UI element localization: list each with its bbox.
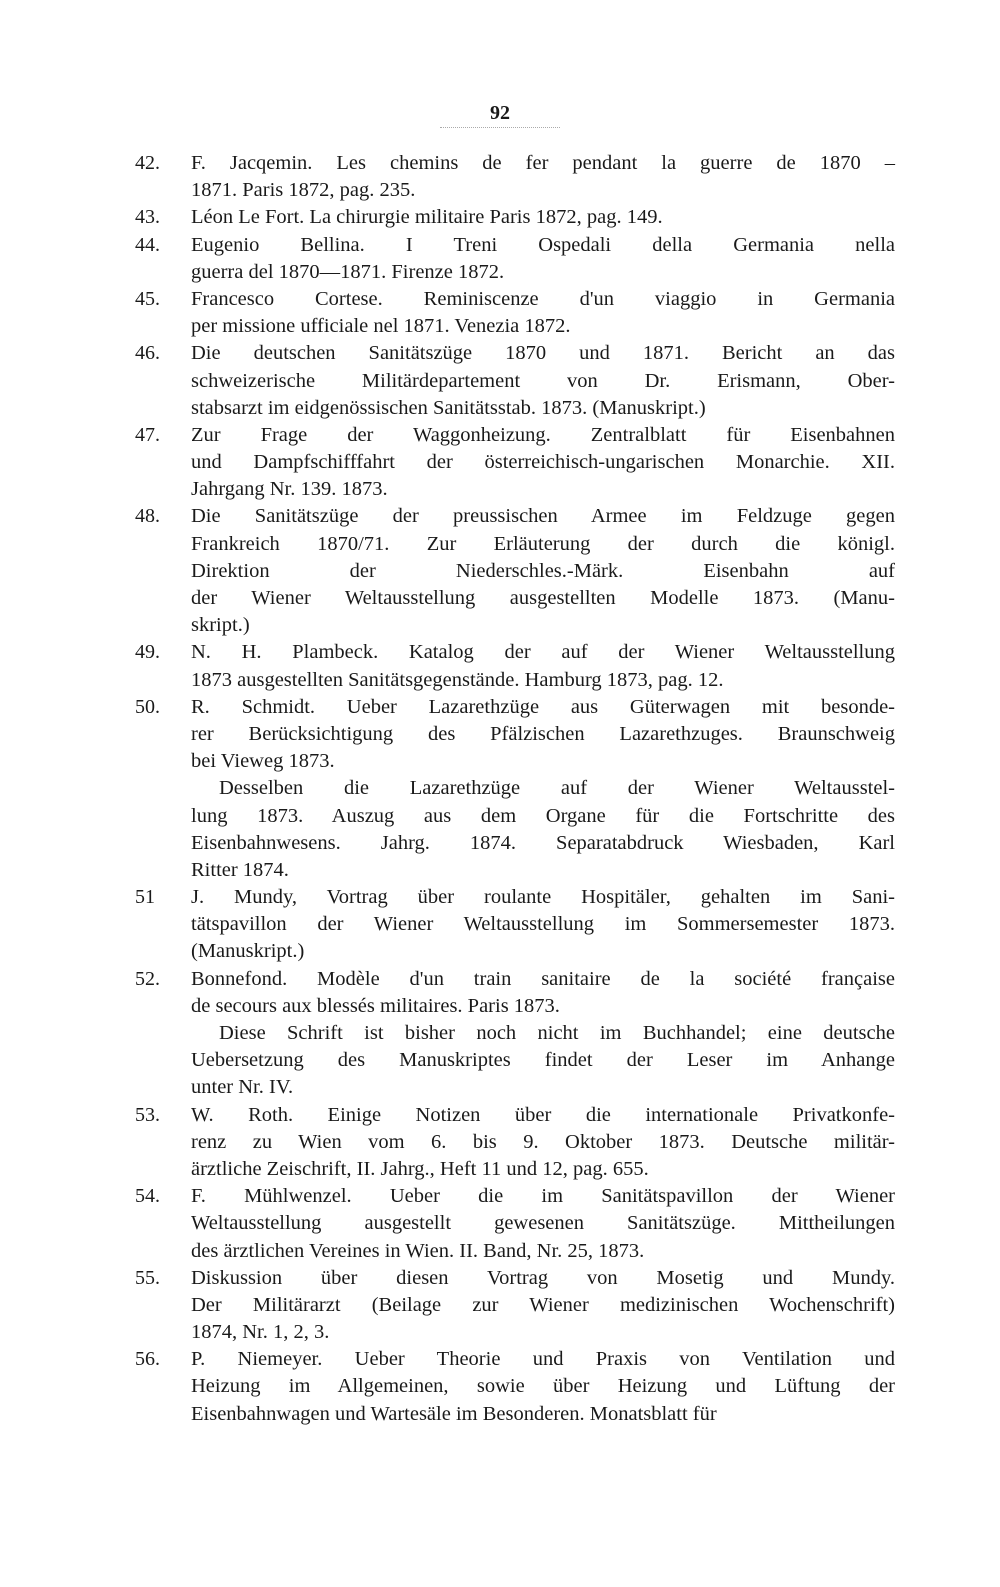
entry-text-line: Bonnefond. Modèle d'un train sanitaire de la société française [191,967,895,990]
bibliography-entry [135,503,895,639]
bibliography-entry [135,884,895,966]
bibliography-entry [135,694,895,884]
bibliography-entry [135,1265,895,1347]
entry-text-line: renz zu Wien vom 6. bis 9. Oktober 1873. Deutsche militär- [191,1130,895,1153]
entry-text-line: (Manuskript.) [191,940,305,963]
entry-text-line: Zur Frage der Waggonheizung. Zentralblatt für Eisenbahnen [191,423,895,446]
entry-number: 45. [135,287,160,310]
bibliography-entry [135,204,895,231]
entry-text-line: ärztliche Zeischrift, II. Jahrg., Heft 11 und 12, pag. 655. [191,1157,649,1180]
entry-number: 49. [135,641,160,664]
bibliography-entry [135,966,895,1102]
entry-number: 47. [135,423,160,446]
entry-text-line: Jahrgang Nr. 139. 1873. [191,478,388,501]
entry-text-line: P. Niemeyer. Ueber Theorie und Praxis von Ventilation und [191,1348,895,1371]
entry-text-line: per missione ufficiale nel 1871. Venezia 1872. [191,315,571,338]
entry-text-line: Uebersetzung des Manuskriptes findet der Leser im Anhange [191,1049,895,1072]
entry-text-line: unter Nr. IV. [191,1076,294,1099]
entry-text-line: Diskussion über diesen Vortrag von Mosetig und Mundy. [191,1266,895,1289]
entry-number: 53. [135,1103,160,1126]
entry-text-line: 1873 ausgestellten Sanitätsgegenstände. Hamburg 1873, pag. 12. [191,668,724,691]
entry-text-line: R. Schmidt. Ueber Lazarethzüge aus Güterwagen mit besonde- [191,695,895,718]
entry-number: 46. [135,342,160,365]
bibliography-entry [135,422,895,504]
bibliography-entry [135,150,895,204]
entry-text-line: Die Sanitätszüge der preussischen Armee im Feldzuge gegen [191,505,895,528]
entry-text-line: J. Mundy, Vortrag über roulante Hospitäler, gehalten im Sani- [191,886,895,909]
bibliography-entry [135,286,895,340]
entry-text-line: Diese Schrift ist bisher noch nicht im Buchhandel; eine deutsche [219,1022,895,1044]
page-number-rule [440,127,560,128]
entry-text-line: guerra del 1870—1871. Firenze 1872. [191,260,505,283]
entry-text-line: Frankreich 1870/71. Zur Erläuterung der durch die königl. [191,532,895,555]
entry-text-line: Eisenbahnwesens. Jahrg. 1874. Separatabdruck Wiesbaden, Karl [191,831,895,854]
entry-text-line: de secours aux blessés militaires. Paris 1873. [191,994,560,1017]
entry-text-line: Weltausstellung ausgestellt gewesenen Sanitätszüge. Mittheilungen [191,1212,895,1235]
entry-text-line: rer Berücksichtigung des Pfälzischen Lazarethzuges. Braunschweig [191,722,895,745]
entry-text-line: skript.) [191,614,250,637]
entry-text-line: W. Roth. Einige Notizen über die internationale Privatkonfe- [191,1103,895,1126]
bibliography-entry [135,1102,895,1184]
bibliography-entry [135,232,895,286]
page-number [0,102,1000,128]
entry-text-line: schweizerische Militärdepartement von Dr. Erismann, Ober- [191,369,895,392]
entry-number: 55. [135,1266,160,1289]
entry-number: 48. [135,505,160,528]
page-number-text: 92 [490,102,510,124]
entry-number: 43. [135,206,160,229]
bibliography-entry [135,340,895,422]
entry-text-line: F. Jacqemin. Les chemins de fer pendant la guerre de 1870 – [191,152,895,174]
entry-text-line: 1874, Nr. 1, 2, 3. [191,1321,330,1344]
bibliography-list [135,150,895,1428]
bibliography-entry [135,1346,895,1428]
entry-text-line: tätspavillon der Wiener Weltausstellung im Sommersemester 1873. [191,913,895,936]
entry-text-line: Eugenio Bellina. I Treni Ospedali della Germania nella [191,233,895,256]
entry-text-line: Francesco Cortese. Reminiscenze d'un viaggio in Germania [191,287,895,310]
entry-text-line: Der Militärarzt (Beilage zur Wiener medizinischen Wochenschrift) [191,1293,895,1316]
entry-text-line: und Dampfschifffahrt der österreichisch-ungarischen Monarchie. XII. [191,451,895,474]
entry-text-line: Direktion der Niederschles.-Märk. Eisenbahn auf [191,559,895,582]
entry-text-line: 1871. Paris 1872, pag. 235. [191,179,416,202]
entry-text-line: N. H. Plambeck. Katalog der auf der Wiener Weltausstellung [191,641,895,664]
entry-number: 51 [135,886,155,909]
entry-text-line: Eisenbahnwagen und Wartesäle im Besonderen. Monatsblatt für [191,1402,717,1425]
entry-number: 42. [135,152,160,174]
entry-text-line: Ritter 1874. [191,858,289,881]
bibliography-entry [135,639,895,693]
entry-number: 50. [135,695,160,718]
entry-number: 44. [135,233,160,256]
entry-number: 52. [135,967,160,990]
entry-text-line: des ärztlichen Vereines in Wien. II. Band, Nr. 25, 1873. [191,1239,645,1262]
entry-text-line: der Wiener Weltausstellung ausgestellten Modelle 1873. (Manu- [191,587,895,609]
entry-text-line: Desselben die Lazarethzüge auf der Wiener Weltausstel- [219,777,895,800]
entry-text-line: F. Mühlwenzel. Ueber die im Sanitätspavillon der Wiener [191,1185,895,1208]
entry-text-line: Heizung im Allgemeinen, sowie über Heizung und Lüftung der [191,1375,895,1398]
entry-number: 54. [135,1185,160,1208]
bibliography-entry [135,1183,895,1265]
entry-text-line: lung 1873. Auszug aus dem Organe für die Fortschritte des [191,804,895,827]
entry-number: 56. [135,1348,160,1371]
entry-text-line: stabsarzt im eidgenössischen Sanitätsstab. 1873. (Manuskript.) [191,396,706,419]
entry-text-line: Die deutschen Sanitätszüge 1870 und 1871. Bericht an das [191,342,895,365]
entry-text-line: bei Vieweg 1873. [191,750,335,773]
entry-text-line: Léon Le Fort. La chirurgie militaire Paris 1872, pag. 149. [191,206,663,229]
